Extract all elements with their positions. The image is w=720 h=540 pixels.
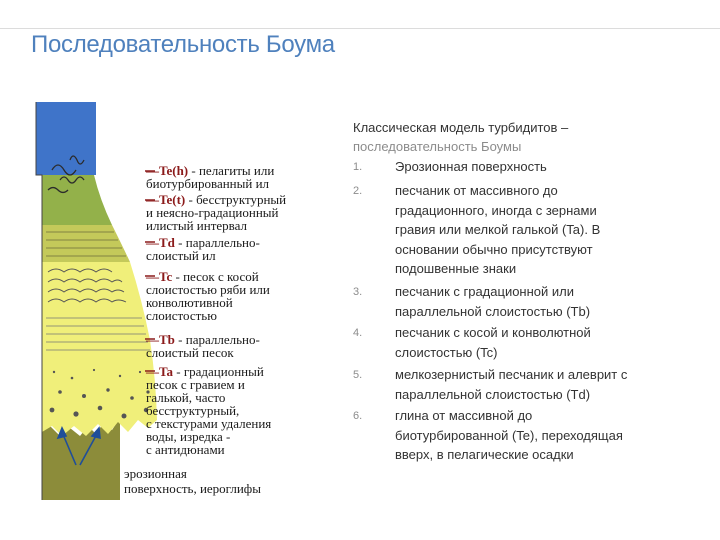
slide-title: Последовательность Боума (31, 31, 335, 58)
label-te-t: —Te(t) - бесструктурный и неясно-градационный илистый интервал (146, 192, 287, 233)
label-te-h: —Te(h) - пелагиты или биотурбированный ил (146, 163, 275, 191)
label-ta: —Ta - градационный песок с гравием и галькой, часто бесструктурный, с текстурами удаления воды, изредка - с антидюнами (146, 364, 272, 457)
layer-teh (36, 102, 96, 175)
label-tc: —Tc - песок с косой слоистостью ряби или конволютивной слоистостью (146, 269, 270, 323)
description-heading: Классическая модель турбидитов – (353, 120, 569, 135)
label-td: —Td - параллельно- слоистый ил (146, 235, 260, 263)
layer-td (42, 225, 130, 262)
description-subheading: последовательность Боумы (353, 139, 522, 154)
label-erosion-surface: эрозионная поверхность, иероглифы (124, 466, 261, 496)
label-tb: —Tb - параллельно- слоистый песок (146, 332, 260, 360)
layer-tet (42, 175, 112, 225)
